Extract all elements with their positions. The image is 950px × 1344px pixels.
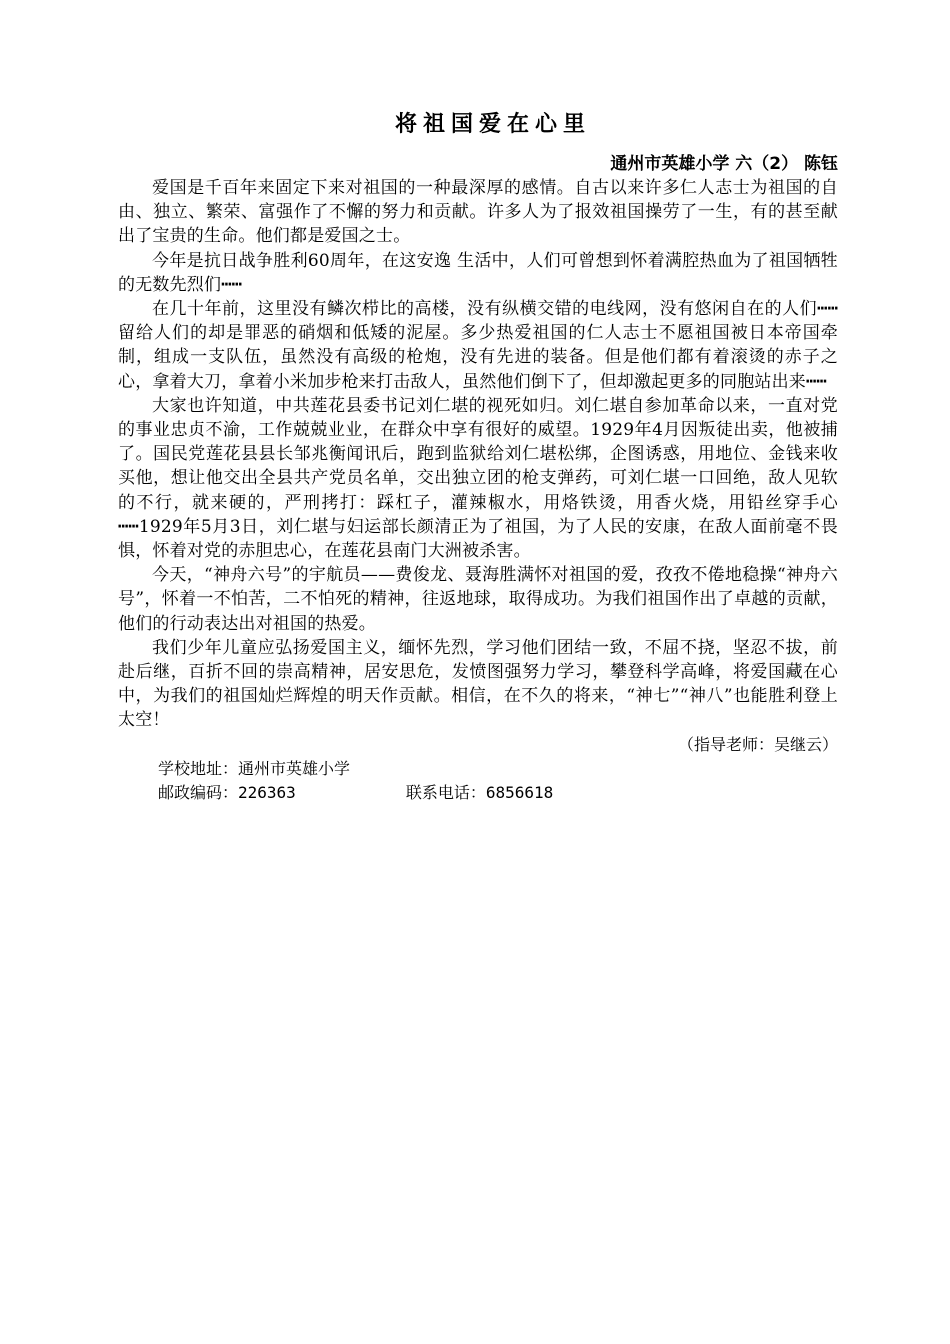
paragraph-2: 今年是抗日战争胜利60周年，在这安逸 生活中，人们可曾想到怀着满腔热血为了祖国牺牲的无数先烈们┅┅ bbox=[118, 250, 838, 295]
author-line: 通州市英雄小学 六（2） 陈钰 bbox=[610, 154, 838, 174]
contact-line bbox=[118, 781, 838, 805]
document-title: 将祖国爱在心里 bbox=[394, 112, 591, 137]
paragraph-3: 在几十年前，这里没有鳞次栉比的高楼，没有纵横交错的电线网，没有悠闲自在的人们┅┅留给人们的却是罪恶的硝烟和低矮的泥屋。多少热爱祖国的仁人志士不愿祖国被日本帝国牵制，组成一支队伍，虽然没有高级的枪炮，没有先进的装备。但是他们都有着滚烫的赤子之心，拿着大刀，拿着小米加步枪来打击敌人，虽然他们倒下了，但却激起更多的同胞站出来┅┅ bbox=[118, 299, 838, 392]
school-address-text: 学校地址：通州市英雄小学 bbox=[158, 758, 351, 778]
paragraph-4: 大家也许知道，中共莲花县委书记刘仁堪的视死如归。刘仁堪自参加革命以来，一直对党的事业忠贞不渝，工作兢兢业业，在群众中享有很好的威望。1929年4月因叛徒出卖，他被捕了。国民党莲花县县长邹兆衡闻讯后，跑到监狱给刘仁堪松绑，企图诱惑，用地位、金钱来收买他，想让他交出全县共产党员名单，交出独立团的枪支弹药，可刘仁堪一口回绝，敌人见软的不行，就来硬的，严刑拷打：踩杠子，灌辣椒水，用烙铁烫，用香火烧，用铅丝穿手心┅┅1929年5月3日，刘仁堪与妇运部长颜清正为了祖国，为了人民的安康，在敌人面前毫不畏惧，怀着对党的赤胆忠心，在莲花县南门大洲被杀害。 bbox=[118, 395, 838, 562]
paragraph-1: 爱国是千百年来固定下来对祖国的一种最深厚的感情。自古以来许多仁人志士为祖国的自由、独立、繁荣、富强作了不懈的努力和贡献。许多人为了报效祖国操劳了一生，有的甚至献出了宝贵的生命。他们都是爱国之士。 bbox=[118, 178, 838, 247]
phone-text: 联系电话：6856618 bbox=[405, 782, 554, 802]
document-page bbox=[118, 108, 838, 805]
postal-code-text: 邮政编码：226363 bbox=[158, 782, 296, 802]
paragraph-5: 今天，“神舟六号”的宇航员——费俊龙、聂海胜满怀对祖国的爱，孜孜不倦地稳操“神舟六号”，怀着一不怕苦，二不怕死的精神，往返地球，取得成功。为我们祖国作出了卓越的贡献，他们的行动表达出对祖国的热爱。 bbox=[118, 565, 838, 634]
teacher-line: （指导老师：吴继云） bbox=[677, 734, 838, 754]
paragraph-6: 我们少年儿童应弘扬爱国主义，缅怀先烈，学习他们团结一致，不屈不挠，坚忍不拔，前赴后继，百折不回的崇高精神，居安思危，发愤图强努力学习，攀登科学高峰，将爱国藏在心中，为我们的祖国灿烂辉煌的明天作贡献。相信，在不久的将来，“神七”“神八”也能胜利登上太空！ bbox=[118, 637, 838, 731]
school-address bbox=[118, 757, 838, 781]
